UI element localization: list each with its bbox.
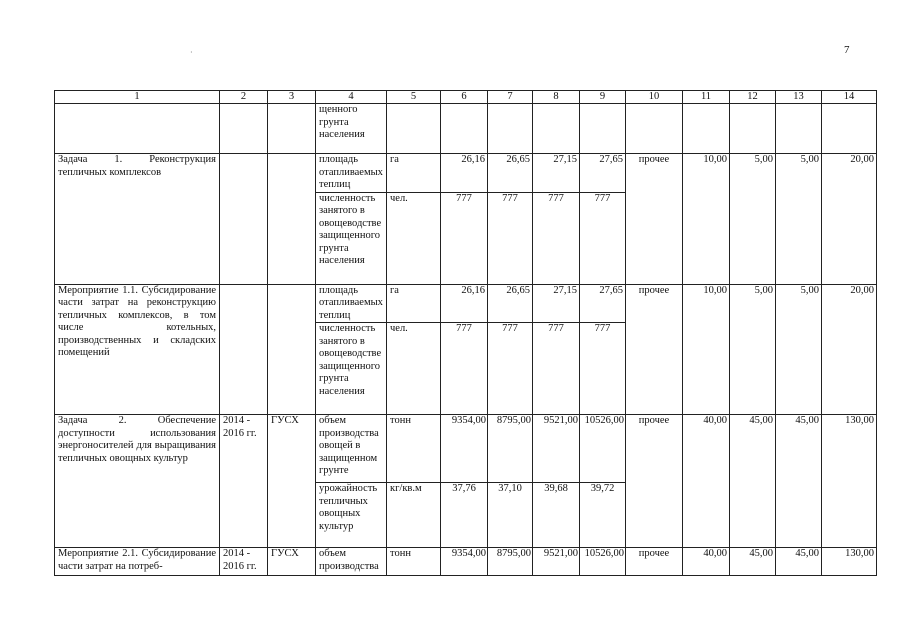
value-cell: 777 (441, 192, 488, 284)
indicator-cell: площадь отапливаемых теплиц (316, 154, 387, 193)
finance-cell: 10,00 (683, 154, 730, 285)
source-cell: прочее (626, 154, 683, 285)
finance-cell: 20,00 (822, 284, 877, 415)
table-row (55, 548, 877, 576)
finance-cell: 5,00 (730, 284, 776, 415)
value-cell: 10526,00 (580, 548, 626, 576)
finance-cell: 20,00 (822, 154, 877, 285)
col-8: 8 (533, 91, 580, 104)
value-cell: 777 (488, 323, 533, 415)
task-name: Задача 1. Реконструкция тепличных комплексов (55, 154, 220, 285)
col-7: 7 (488, 91, 533, 104)
col-12: 12 (730, 91, 776, 104)
finance-cell: 45,00 (776, 415, 822, 548)
table-row (55, 284, 877, 323)
unit-cell: чел. (387, 192, 441, 284)
value-cell: 777 (488, 192, 533, 284)
value-cell: 9521,00 (533, 415, 580, 483)
indicator-cell: щенного грунта населения (316, 104, 387, 154)
value-cell: 37,76 (441, 483, 488, 548)
value-cell: 26,65 (488, 284, 533, 323)
task-name: Задача 2. Обеспечение доступности использования энергоносителей для выращивания тепличных овощных культур (55, 415, 220, 548)
col-1: 1 (55, 91, 220, 104)
value-cell: 777 (580, 323, 626, 415)
period-cell: 2014 - 2016 гг. (220, 548, 268, 576)
finance-cell: 130,00 (822, 548, 877, 576)
indicator-cell: объем производства (316, 548, 387, 576)
value-cell: 39,68 (533, 483, 580, 548)
indicator-cell: численность занятого в овощеводстве защищенного грунта населения (316, 323, 387, 415)
table-row (55, 154, 877, 193)
value-cell: 26,16 (441, 284, 488, 323)
col-10: 10 (626, 91, 683, 104)
value-cell: 8795,00 (488, 415, 533, 483)
value-cell: 10526,00 (580, 415, 626, 483)
source-cell: прочее (626, 548, 683, 576)
col-4: 4 (316, 91, 387, 104)
table-row (55, 104, 877, 154)
value-cell: 27,15 (533, 284, 580, 323)
source-cell: прочее (626, 415, 683, 548)
unit-cell: кг/кв.м (387, 483, 441, 548)
measure-name: Мероприятие 2.1. Субсидирование части затрат на потреб- (55, 548, 220, 576)
finance-cell: 130,00 (822, 415, 877, 548)
value-cell: 9354,00 (441, 415, 488, 483)
indicator-cell: объем производства овощей в защищенном грунте (316, 415, 387, 483)
value-cell: 8795,00 (488, 548, 533, 576)
finance-cell: 5,00 (776, 154, 822, 285)
unit-cell: га (387, 284, 441, 323)
page-number: 7 (844, 44, 850, 56)
col-13: 13 (776, 91, 822, 104)
finance-cell: 5,00 (730, 154, 776, 285)
value-cell: 37,10 (488, 483, 533, 548)
col-9: 9 (580, 91, 626, 104)
value-cell: 26,16 (441, 154, 488, 193)
executor-cell: ГУСХ (268, 548, 316, 576)
value-cell: 27,65 (580, 284, 626, 323)
program-table (54, 90, 877, 576)
unit-cell: тонн (387, 415, 441, 483)
period-cell: 2014 - 2016 гг. (220, 415, 268, 548)
indicator-cell: площадь отапливаемых теплиц (316, 284, 387, 323)
source-cell: прочее (626, 284, 683, 415)
column-numbers-row (55, 91, 877, 104)
finance-cell: 40,00 (683, 415, 730, 548)
col-14: 14 (822, 91, 877, 104)
value-cell: 777 (533, 192, 580, 284)
finance-cell: 10,00 (683, 284, 730, 415)
col-2: 2 (220, 91, 268, 104)
col-3: 3 (268, 91, 316, 104)
finance-cell: 45,00 (776, 548, 822, 576)
finance-cell: 45,00 (730, 548, 776, 576)
value-cell: 777 (441, 323, 488, 415)
value-cell: 777 (533, 323, 580, 415)
finance-cell: 45,00 (730, 415, 776, 548)
unit-cell: тонн (387, 548, 441, 576)
value-cell: 9354,00 (441, 548, 488, 576)
finance-cell: 5,00 (776, 284, 822, 415)
value-cell: 26,65 (488, 154, 533, 193)
value-cell: 39,72 (580, 483, 626, 548)
indicator-cell: численность занятого в овощеводстве защищенного грунта населения (316, 192, 387, 284)
executor-cell: ГУСХ (268, 415, 316, 548)
col-6: 6 (441, 91, 488, 104)
value-cell: 27,15 (533, 154, 580, 193)
col-5: 5 (387, 91, 441, 104)
unit-cell: чел. (387, 323, 441, 415)
value-cell: 777 (580, 192, 626, 284)
scan-speck: · (190, 48, 193, 57)
finance-cell: 40,00 (683, 548, 730, 576)
col-11: 11 (683, 91, 730, 104)
value-cell: 27,65 (580, 154, 626, 193)
table-row (55, 415, 877, 483)
unit-cell: га (387, 154, 441, 193)
value-cell: 9521,00 (533, 548, 580, 576)
indicator-cell: урожайность тепличных овощных культур (316, 483, 387, 548)
measure-name: Мероприятие 1.1. Субсидирование части затрат на реконструкцию тепличных комплексов, в том числе котельных, производственных и складских помещений (55, 284, 220, 415)
